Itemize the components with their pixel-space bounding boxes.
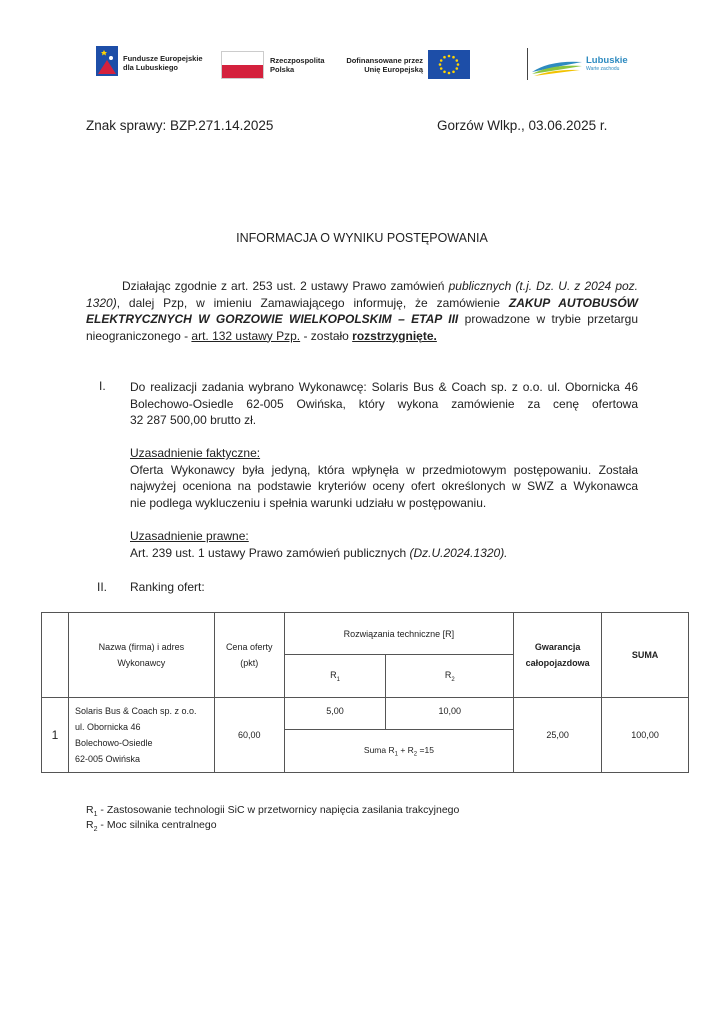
legal-line	[130, 545, 638, 562]
legal-justification	[130, 528, 638, 561]
header-r2-sub: 2	[451, 676, 455, 683]
header-r2-base: R	[444, 669, 452, 680]
fact-line1: Oferta Wykonawcy była jedyną, która wpłynęła w przedmiotowym postępowaniu. Została	[130, 462, 638, 477]
intro-t3: , dalej Pzp, w imieniu Zamawiającego informuję, że zamówienie	[116, 295, 509, 310]
header-sum: SUMA	[602, 613, 689, 698]
fundusze-europejskie-logo	[96, 46, 118, 76]
row-sum: 100,00	[602, 698, 689, 773]
section-2-numeral: II.	[97, 580, 108, 594]
page-title: INFORMACJA O WYNIKU POSTĘPOWANIA	[236, 231, 488, 245]
intro-t1: Działając zgodnie z art. 253 ust. 2 ustawy Prawo zamówień	[122, 279, 449, 293]
polish-flag-icon	[221, 51, 264, 79]
intro-article-ref: art. 132 ustawy Pzp.	[191, 328, 301, 343]
eu-logo-text	[344, 56, 423, 74]
header-r1-sub: 1	[336, 676, 340, 683]
intro-status: rozstrzygnięte.	[352, 328, 437, 343]
r-sum-sub-a: 1	[394, 751, 398, 758]
header-warranty: Gwarancja całopojazdowa	[514, 613, 602, 698]
section-1-line1: Do realizacji zadania wybrano Wykonawcę: Solaris Bus & Coach sp. z o.o. ul. Obornicka 46	[130, 380, 638, 394]
contractor-line3: Bolechowo-Osiedle	[74, 738, 153, 748]
header-r2	[386, 655, 514, 698]
r-sum-sub-b: 2	[413, 751, 418, 758]
row-price: 60,00	[214, 698, 284, 773]
eu-flag-icon	[428, 50, 470, 79]
legal-ref: (Dz.U.2024.1320).	[409, 545, 508, 560]
fact-heading: Uzasadnienie faktyczne:	[130, 446, 261, 460]
contractor-line1: Solaris Bus & Coach sp. z o.o.	[74, 706, 197, 716]
footnote-r1-text: - Zastosowanie technologii SiC w przetwornicy napięcia zasilania trakcyjnego	[97, 804, 460, 816]
legal-heading: Uzasadnienie prawne:	[130, 529, 249, 543]
row-number: 1	[42, 698, 69, 773]
header-r1	[284, 655, 386, 698]
footnote-r2-base: R	[86, 819, 94, 831]
lubuskie-logo-text	[586, 55, 628, 72]
eu-line2: Unię Europejską	[364, 65, 423, 74]
fundusze-line1: Fundusze Europejskie	[123, 54, 203, 63]
intro-order-name: ZAKUP AUTOBUSÓW ELEKTRYCZNYCH W GORZOWIE WIELKOPOLSKIM – ETAP III	[86, 295, 638, 326]
rp-line1: Rzeczpospolita	[270, 56, 325, 65]
fact-justification	[130, 445, 638, 511]
header-empty-cell	[42, 613, 69, 698]
table-header-row	[42, 613, 689, 655]
eu-line1: Dofinansowane przez	[346, 56, 423, 65]
legal-text: Art. 239 ust. 1 ustawy Prawo zamówień publicznych	[130, 545, 410, 560]
intro-t7: - zostało	[300, 328, 353, 343]
footnote-r1-sub: 1	[93, 811, 98, 819]
r-sum-c: =15	[417, 744, 434, 755]
footnote-r2-sub: 2	[93, 826, 98, 834]
footnote-r1-base: R	[86, 804, 94, 816]
section-1-line2: Bolechowo-Osiedle 62-005 Owińska, który wykona zamówienie za cenę ofertowa	[130, 396, 638, 411]
lubuskie-line1: Lubuskie	[586, 55, 628, 66]
fundusze-line2: dla Lubuskiego	[123, 63, 179, 72]
intro-t5: prowadzone w trybie przetargu nieograniczonego -	[86, 312, 638, 343]
footnote-r2	[86, 818, 217, 837]
contractor-line2: ul. Obornicka 46	[74, 722, 141, 732]
ranking-table	[41, 612, 689, 773]
case-number: Znak sprawy: BZP.271.14.2025	[86, 118, 274, 133]
row-contractor	[68, 698, 214, 773]
rp-line2: Polska	[270, 65, 295, 74]
intro-paragraph	[86, 278, 638, 344]
rzeczpospolita-logo-text	[270, 56, 325, 74]
footnote-r2-text: - Moc silnika centralnego	[97, 819, 217, 831]
header-name: Nazwa (firma) i adres Wykonawcy	[68, 613, 214, 698]
fundusze-logo-text	[123, 54, 203, 72]
place-date: Gorzów Wlkp., 03.06.2025 r.	[437, 118, 608, 133]
intro-t2: publicznych (t.j. Dz. U. z 2024 poz. 1320)	[86, 279, 638, 310]
header-r1-base: R	[330, 669, 337, 680]
fact-line2: najwyżej oceniona na podstawie kryteriów oceny ofert określonych w SWZ a Wykonawca	[130, 479, 638, 493]
header-price: Cena oferty (pkt)	[214, 613, 284, 698]
section-1-numeral: I.	[99, 379, 106, 393]
row-r-sum	[284, 730, 513, 773]
table-row	[42, 698, 689, 730]
logo-separator	[527, 48, 528, 80]
section-2-heading: Ranking ofert:	[130, 580, 205, 594]
row-warranty: 25,00	[514, 698, 602, 773]
r-sum-b: + R	[397, 744, 414, 755]
section-1-line3: 32 287 500,00 brutto zł.	[130, 413, 257, 427]
header-logos	[0, 0, 724, 95]
r-sum-a: Suma R	[363, 744, 395, 755]
header-tech: Rozwiązania techniczne [R]	[284, 613, 513, 655]
row-r2: 10,00	[386, 698, 514, 730]
row-r1: 5,00	[284, 698, 386, 730]
fact-line3: nie podlega wykluczeniu i spełnia warunki udziału w postępowaniu.	[130, 495, 487, 510]
section-1-body	[130, 379, 638, 429]
contractor-line4: 62-005 Owińska	[74, 754, 140, 764]
lubuskie-logo-icon	[530, 54, 584, 78]
lubuskie-line2: Warte zachodu	[586, 66, 620, 72]
